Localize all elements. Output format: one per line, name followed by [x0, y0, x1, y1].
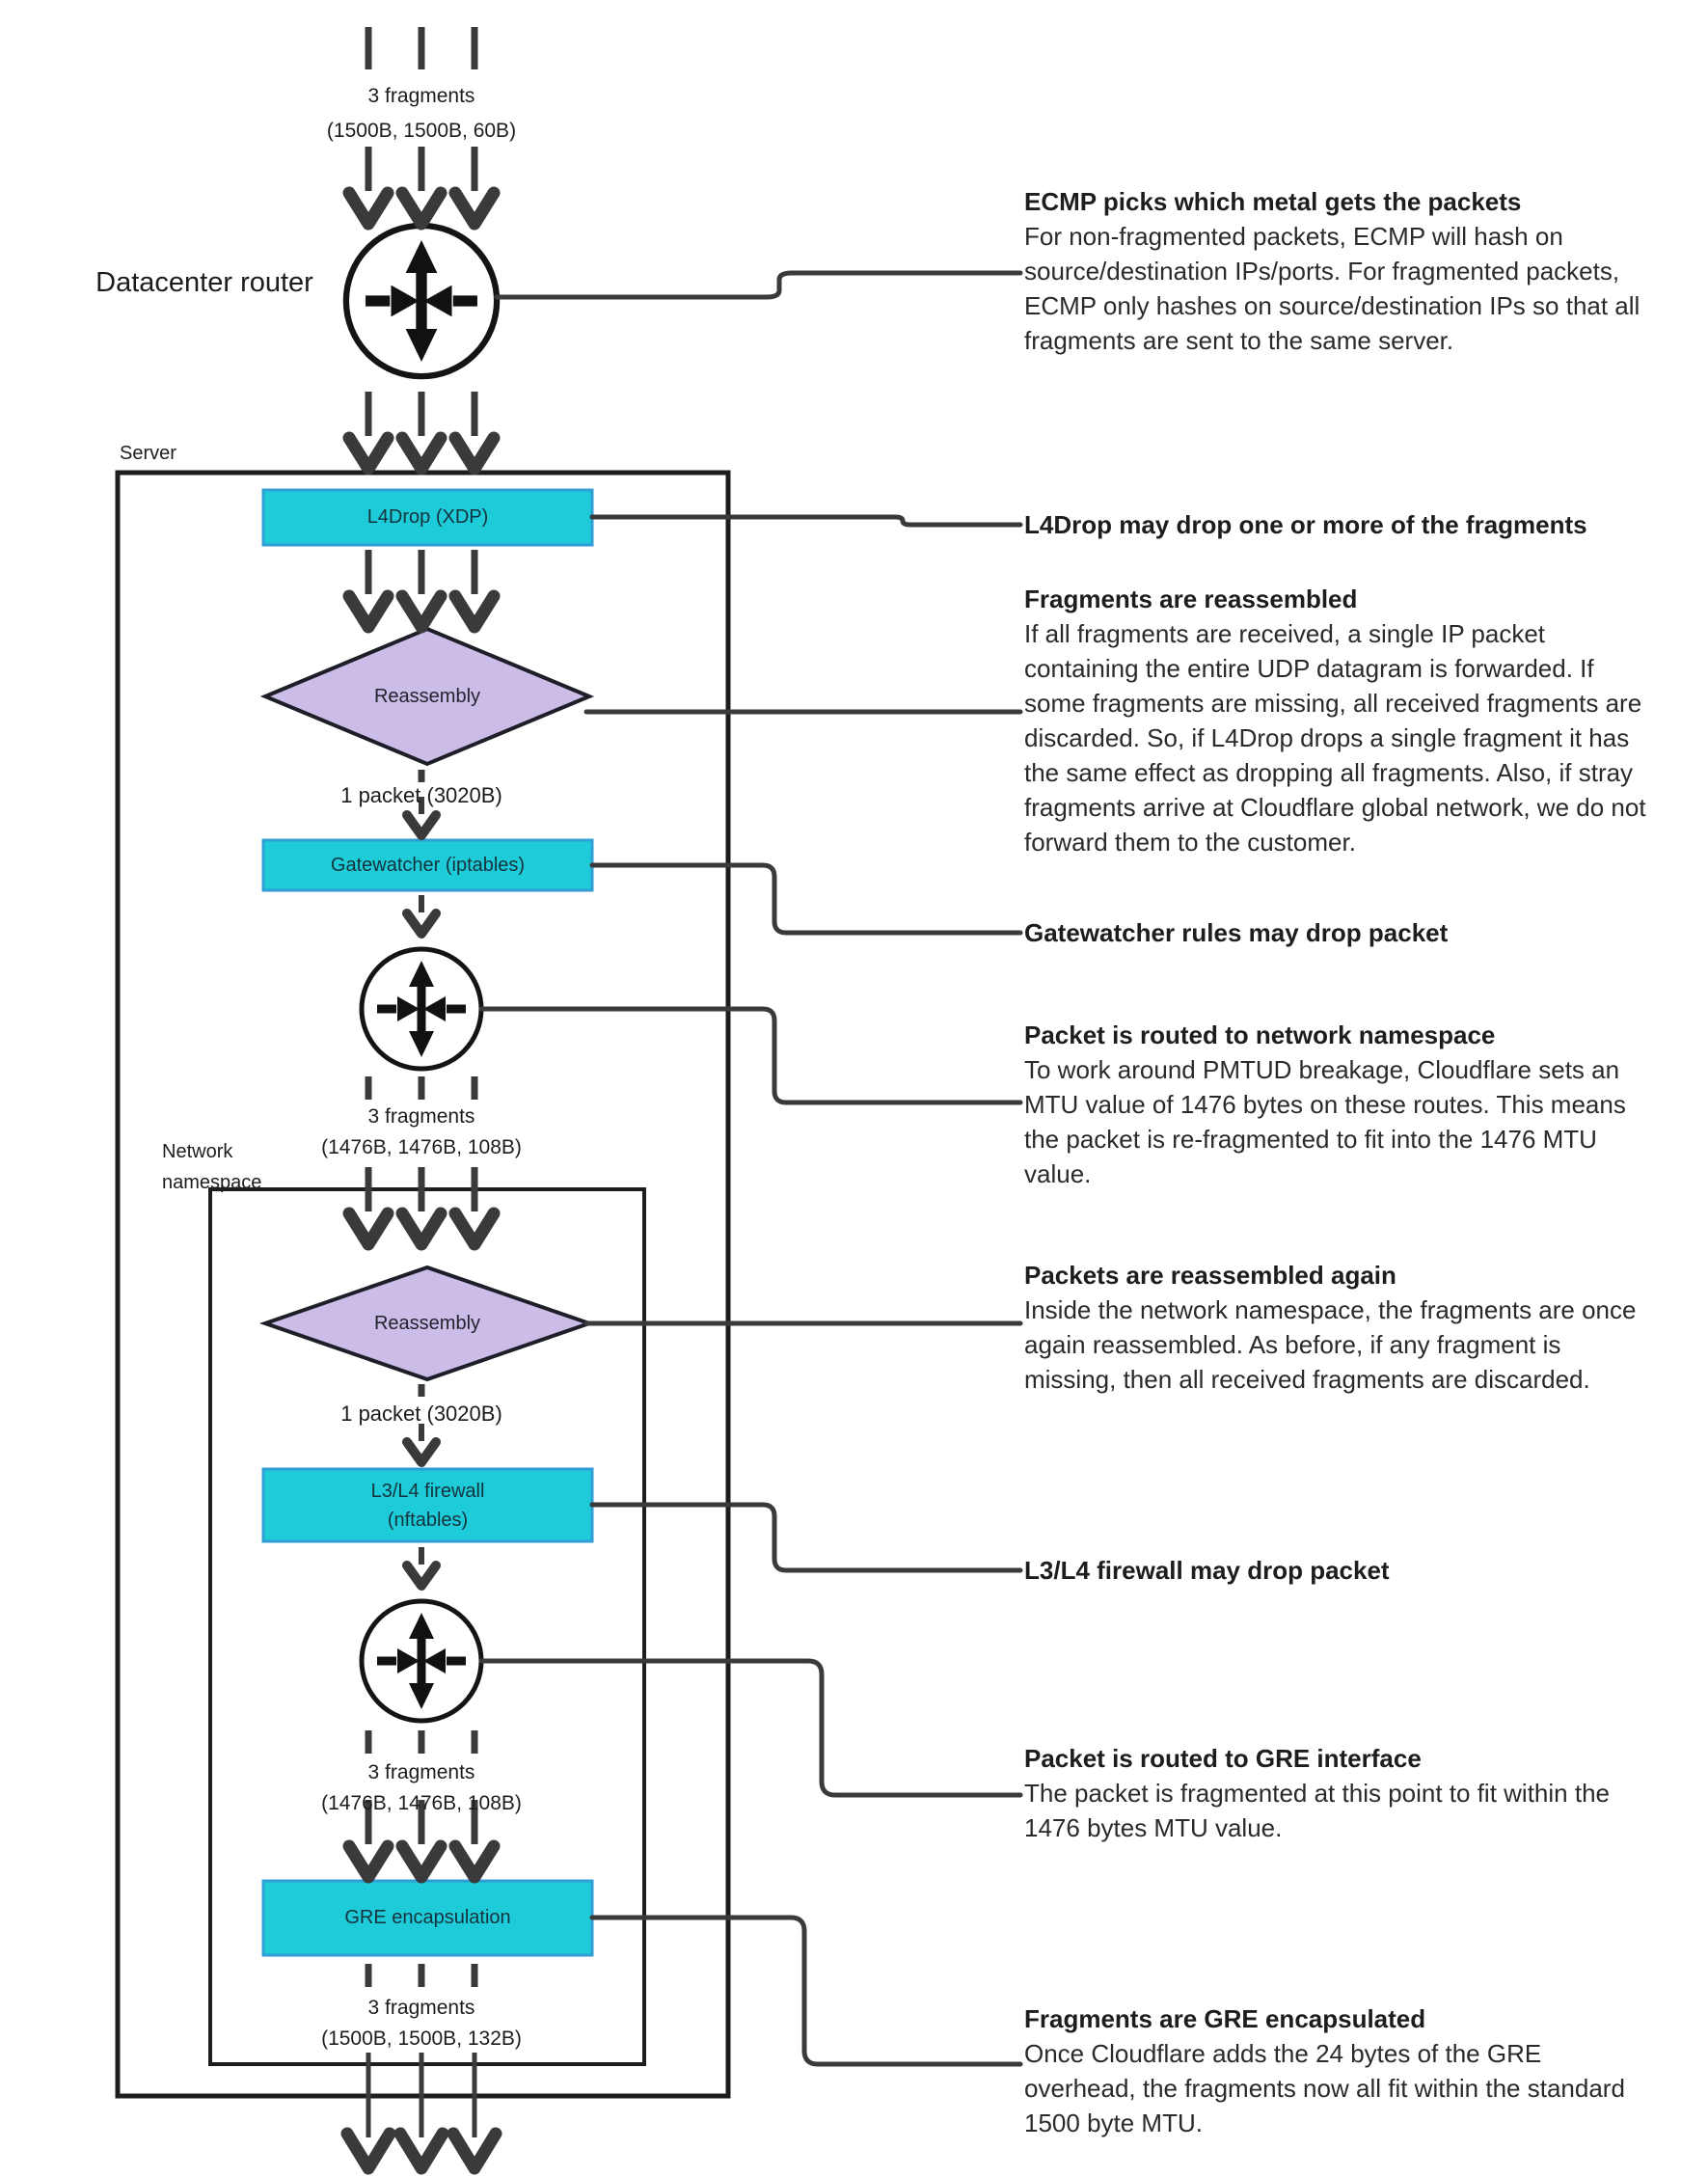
datacenter-router-icon	[346, 226, 497, 376]
packet-2-label: 1 packet (3020B)	[340, 1401, 502, 1426]
annotation-title: Gatewatcher rules may drop packet	[1024, 918, 1449, 947]
annotation-gre-route	[1024, 1741, 1656, 1845]
packet-arrow	[407, 1424, 436, 1462]
route-to-namespace-router-icon	[362, 949, 481, 1069]
annotation-title: Packet is routed to GRE interface	[1024, 1744, 1422, 1773]
connector-firewall	[592, 1505, 1020, 1570]
packet-arrow	[407, 1547, 436, 1586]
connector-namespace-route	[481, 1009, 1020, 1102]
outgoing-fragment-arrow	[453, 2053, 496, 2168]
fragment-arrow	[402, 550, 441, 627]
packet-1-label: 1 packet (3020B)	[340, 783, 502, 807]
firewall-label	[263, 1469, 592, 1541]
annotation-title: Fragments are GRE encapsulated	[1024, 2004, 1426, 2033]
fragment-arrow	[349, 550, 388, 627]
fragment-arrow	[402, 1167, 441, 1244]
top-fragments-sizes: (1500B, 1500B, 60B)	[326, 120, 517, 142]
network-namespace-label-line1: Network	[162, 1141, 233, 1162]
fragment-arrow	[455, 147, 494, 224]
bottom-fragments-label: 3 fragments	[367, 1997, 475, 2019]
annotation-body: If all fragments are received, a single IP packet containing the entire UDP datagram is forwarded. If some fragments are missing, all received fragments are discarded. So, if L4Drop drops a single fragment it has the same effect as dropping all fragments. Also, if stray fragments arrive at Cloudflare global network, we do not forward them to the customer.	[1024, 619, 1646, 857]
connector-l4drop	[592, 517, 1020, 525]
pre-gre-fragments-label: 3 fragments	[367, 1761, 475, 1783]
bottom-fragments-sizes: (1500B, 1500B, 132B)	[321, 2027, 522, 2050]
annotation-namespace-route	[1024, 1018, 1656, 1191]
datacenter-router-label: Datacenter router	[95, 267, 313, 298]
outgoing-fragment-arrow	[347, 2053, 390, 2168]
annotation-ecmp	[1024, 184, 1656, 358]
outgoing-fragment-arrow	[400, 2053, 443, 2168]
fragment-arrow	[455, 550, 494, 627]
top-fragments-label: 3 fragments	[367, 85, 475, 107]
route-to-gre-router-icon	[362, 1601, 481, 1721]
fragment-arrow	[349, 392, 388, 469]
gatewatcher-label: Gatewatcher (iptables)	[330, 854, 526, 876]
mid-fragments-label: 3 fragments	[367, 1105, 475, 1128]
annotation-gatewatcher	[1024, 915, 1656, 950]
annotation-body: For non-fragmented packets, ECMP will hash on source/destination IPs/ports. For fragmented packets, ECMP only hashes on source/destination IPs so that all fragments are sent to the same server.	[1024, 222, 1640, 355]
annotation-body: The packet is fragmented at this point to fit within the 1476 bytes MTU value.	[1024, 1779, 1610, 1842]
annotation-body: To work around PMTUD breakage, Cloudflare sets an MTU value of 1476 bytes on these routes. This means the packet is re-fragmented to fit into the 1476 MTU value.	[1024, 1055, 1626, 1188]
fragment-arrow	[402, 392, 441, 469]
fragment-arrow	[455, 1167, 494, 1244]
fragment-arrow	[455, 392, 494, 469]
server-label: Server	[120, 443, 176, 464]
annotation-title: ECMP picks which metal gets the packets	[1024, 187, 1522, 216]
network-namespace-label	[162, 1136, 261, 1198]
mid-fragments-sizes: (1476B, 1476B, 108B)	[321, 1136, 522, 1158]
fragment-arrow	[349, 147, 388, 224]
l4drop-label: L4Drop (XDP)	[366, 506, 489, 528]
network-namespace-label-line2: namespace	[162, 1172, 262, 1193]
packet-arrow	[407, 895, 436, 934]
annotation-body: Inside the network namespace, the fragments are once again reassembled. As before, if any fragment is missing, then all received fragments are discarded.	[1024, 1295, 1637, 1394]
annotation-title: L4Drop may drop one or more of the fragments	[1024, 510, 1587, 539]
reassembly-2-label: Reassembly	[373, 1312, 481, 1334]
reassembly-1-label: Reassembly	[373, 685, 481, 707]
annotation-title: Packets are reassembled again	[1024, 1261, 1396, 1290]
annotation-body: Once Cloudflare adds the 24 bytes of the GRE overhead, the fragments now all fit within the standard 1500 byte MTU.	[1024, 2039, 1625, 2137]
pre-gre-fragments-sizes: (1476B, 1476B, 108B)	[321, 1792, 522, 1814]
annotation-reassembled-again	[1024, 1258, 1656, 1397]
annotation-gre-encap	[1024, 2001, 1656, 2140]
fragment-arrow	[402, 147, 441, 224]
gre-label: GRE encapsulation	[344, 1907, 511, 1928]
annotation-title: L3/L4 firewall may drop packet	[1024, 1556, 1390, 1585]
annotation-reassembled	[1024, 582, 1656, 859]
fragment-arrow	[349, 1167, 388, 1244]
firewall-label-line2: (nftables)	[387, 1509, 469, 1531]
connector-gre-encap	[592, 1918, 1020, 2064]
firewall-label-line1: L3/L4 firewall	[370, 1480, 485, 1502]
annotation-title: Fragments are reassembled	[1024, 585, 1358, 613]
connector-ecmp	[497, 273, 1020, 297]
annotation-title: Packet is routed to network namespace	[1024, 1020, 1496, 1049]
annotation-l4drop	[1024, 507, 1656, 542]
annotation-firewall	[1024, 1553, 1656, 1588]
connector-gatewatcher	[592, 865, 1020, 933]
